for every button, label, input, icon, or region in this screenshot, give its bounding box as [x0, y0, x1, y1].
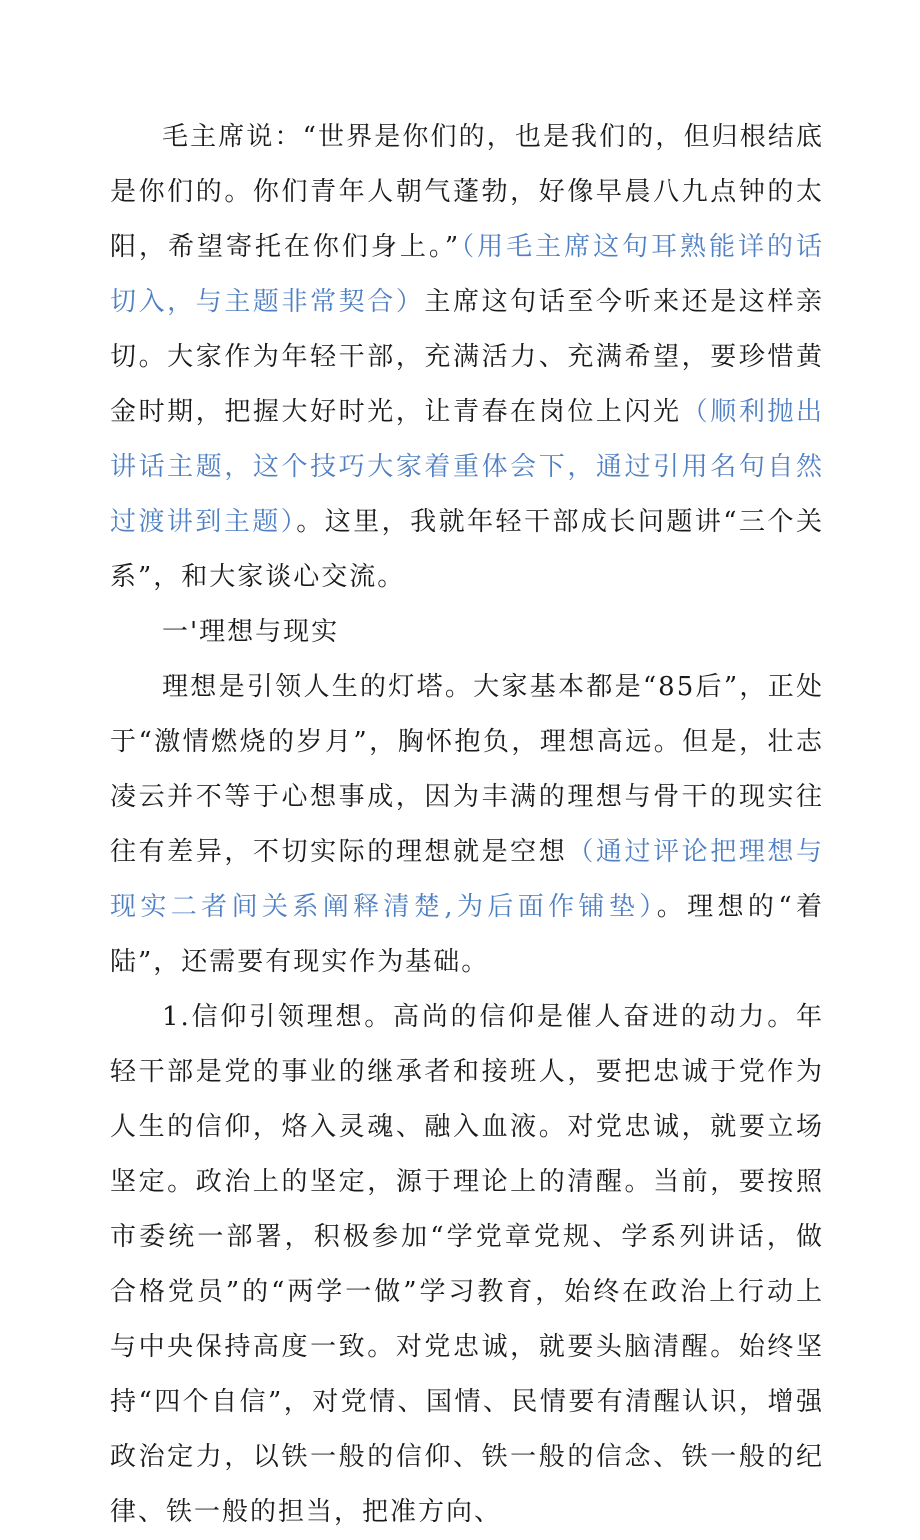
- annotation-note-2: （顺利抛出讲话主题，这个技巧大家着重体会下，通过引用名句自然过渡讲到主题）: [110, 397, 824, 537]
- annotation-note-3: （通过评论把理想与现实二者间关系阐释清楚,为后面作铺垫）: [110, 837, 824, 922]
- intro-text-b: 主席这句话至今听来还是这样亲切。大家作为年轻干部，充满活力、充满希望，要珍惜黄金时期，把握大好时光，让青春在岗位上闪光: [110, 287, 824, 427]
- intro-text-c: 。这里，我就年轻干部成长问题讲“三个关系”，和大家谈心交流。: [110, 507, 824, 592]
- section-heading-1: 一'理想与现实: [162, 617, 340, 647]
- paragraph-ideal: [110, 660, 824, 990]
- intro-text-a: 毛主席说：“世界是你们的，也是我们的，但归根结底是你们的。你们青年人朝气蓬勃，好像早晨八九点钟的太阳，希望寄托在你们身上。”: [110, 122, 824, 262]
- paragraph-belief: 1.信仰引领理想。高尚的信仰是催人奋进的动力。年轻干部是党的事业的继承者和接班人，要把忠诚于党作为人生的信仰，烙入灵魂、融入血液。对党忠诚，就要立场坚定。政治上的坚定，源于理论上的清醒。当前，要按照市委统一部署，积极参加“学党章党规、学系列讲话，做合格党员”的“两学一做”学习教育，始终在政治上行动上与中央保持高度一致。对党忠诚，就要头脑清醒。始终坚持“四个自信”，对党情、国情、民情要有清醒认识，增强政治定力，以铁一般的信仰、铁一般的信念、铁一般的纪律、铁一般的担当，把准方向、: [110, 1002, 824, 1527]
- ideal-text-b: 。理想的“着陆”，还需要有现实作为基础。: [110, 892, 825, 977]
- annotation-note-1: （用毛主席这句耳熟能详的话切入，与主题非常契合）: [110, 232, 824, 317]
- ideal-text-a: 理想是引领人生的灯塔。大家基本都是“85后”，正处于“激情燃烧的岁月”，胸怀抱负，理想高远。但是，壮志凌云并不等于心想事成，因为丰满的理想与骨干的现实往往有差异，不切实际的理想就是空想: [110, 672, 824, 867]
- paragraph-intro: [110, 110, 824, 605]
